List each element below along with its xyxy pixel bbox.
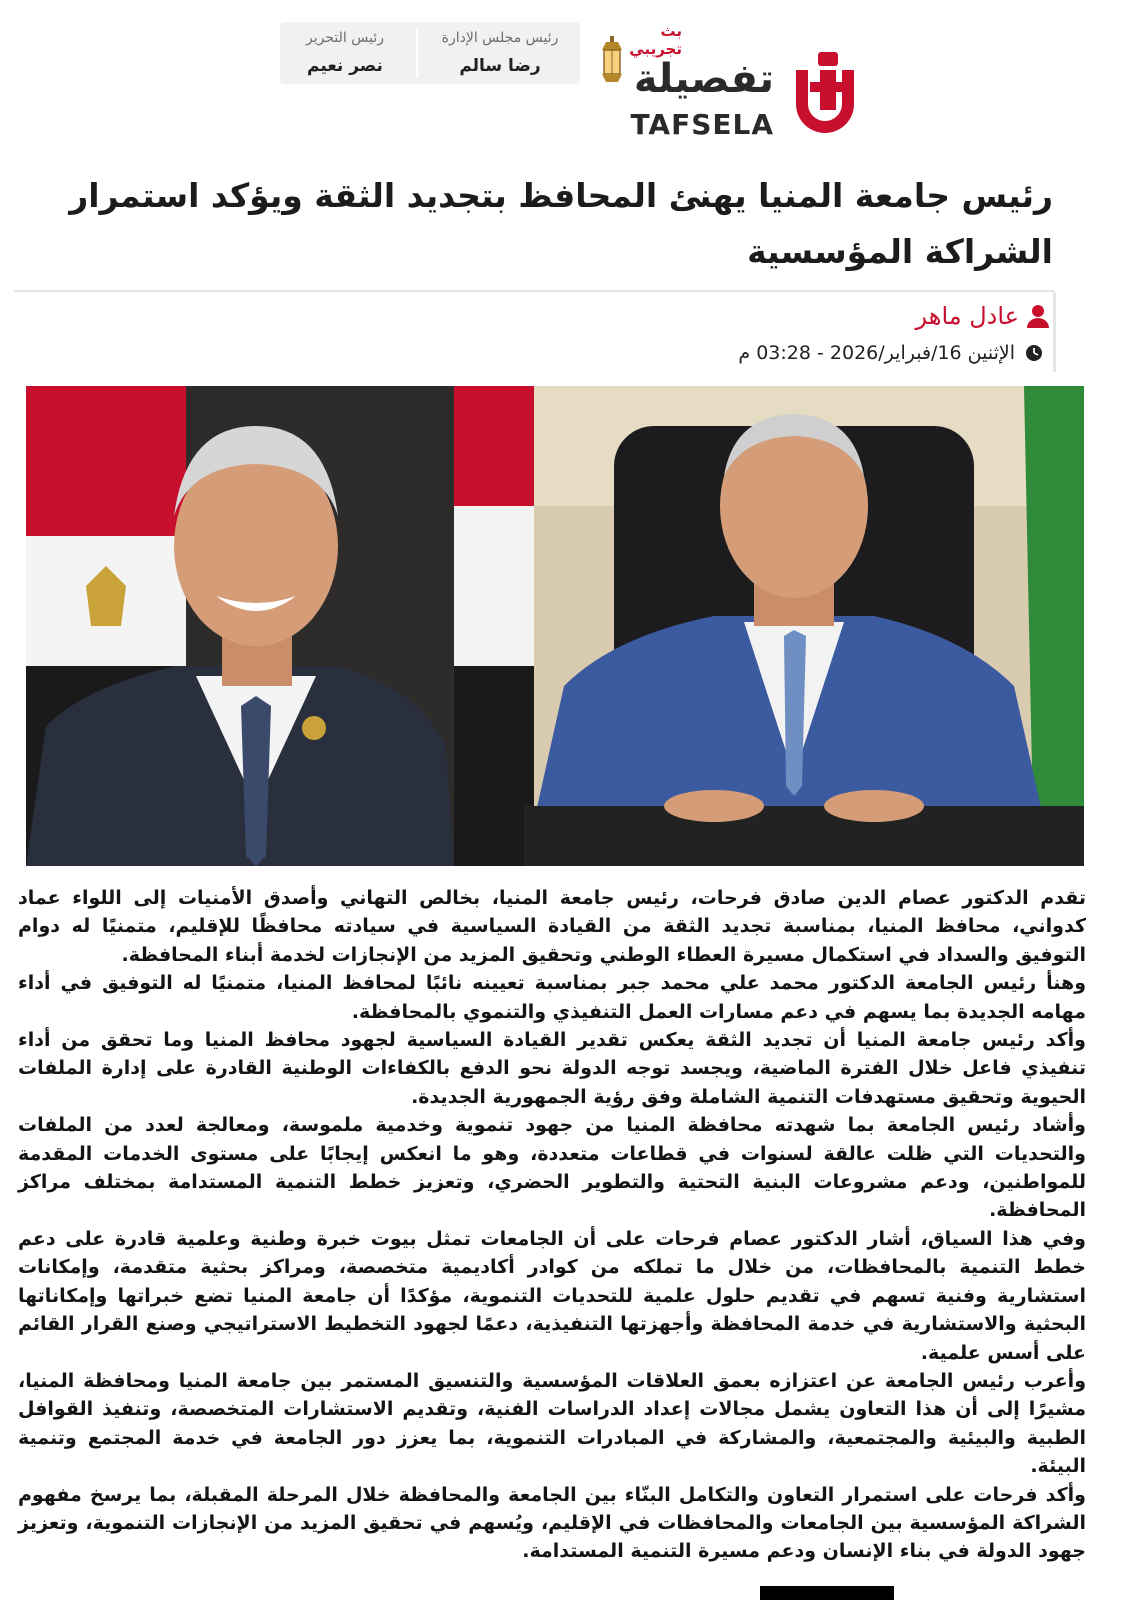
author-row[interactable]: [916, 302, 1049, 330]
site-logo[interactable]: [630, 22, 860, 140]
title-divider: [14, 290, 1054, 292]
site-header: [280, 16, 890, 140]
article-paragraph: وهنأ رئيس الجامعة الدكتور محمد علي محمد جبر بمناسبة تعيينه نائبًا لمحافظ المنيا، متمنيًا له التوفيق في أداء مهامه الجديدة بما يسهم في دعم مسارات العمل التنفيذي والتنموي بالمحافظة.: [18, 972, 1086, 1023]
logo-english: TAFSELA: [630, 108, 774, 141]
staff-chairman: [430, 30, 570, 76]
staff-editor: [290, 30, 400, 76]
staff-box: [280, 22, 580, 84]
meta-side-bar: [1053, 292, 1056, 372]
article-paragraph: وأعرب رئيس الجامعة عن اعتزازه بعمق العلاقات المؤسسية والتنسيق المستمر بين جامعة المنيا ومحافظة المنيا، مشيرًا إلى أن هذا التعاون يشمل مجالات إعداد الدراسات الفنية، وتقديم الاستشارات المتخصصة، وتنفيذ القوافل الطبية والبيئية والمجتمعية، والمشاركة في المبادرات التنموية، بما يعزز دور الجامعة في خدمة المجتمع وتنمية البيئة.: [18, 1369, 1086, 1478]
tafsela-logo-icon: [790, 52, 860, 134]
clock-icon: [1025, 344, 1043, 362]
date-row: [738, 342, 1043, 364]
staff-role: رئيس مجلس الإدارة: [441, 30, 559, 46]
logo-arabic: تفصيلة: [633, 56, 774, 102]
article-paragraph: وأكد فرحات على استمرار التعاون والتكامل البنّاء بين الجامعة والمحافظة خلال المرحلة المقبلة، بما يرسخ مفهوم الشراكة المؤسسية بين الجامعات والمحافظات في الإقليم، ويُسهم في تحقيق المزيد من الإنجازات التنموية، وتعزيز جهود الدولة في بناء الإنسان ودعم مسيرة التنمية المستدامة.: [18, 1483, 1086, 1563]
article-paragraph: وفي هذا السياق، أشار الدكتور عصام فرحات على أن الجامعات تمثل بيوت خبرة وطنية وعلمية قادرة على دعم خطط التنمية بالمحافظات، من خلال ما تملكه من كوادر أكاديمية متخصصة، ومراكز بحثية متقدمة، وإمكانات استشارية وفنية تسهم في تقديم حلول علمية للتحديات التنموية، مؤكدًا أن جامعة المنيا تضع خبراتها وإمكاناتها البحثية والاستشارية في خدمة المحافظة وأجهزتها التنفيذية، دعمًا لجهود التخطيط الاستراتيجي وصنع القرار القائم على أسس علمية.: [18, 1227, 1086, 1364]
article-photos: [26, 386, 1084, 866]
photo-university-president: [26, 386, 454, 866]
publish-date: الإثنين 16/فبراير/2026 - 03:28 م: [738, 342, 1015, 364]
article-paragraph: تقدم الدكتور عصام الدين صادق فرحات، رئيس جامعة المنيا، بخالص التهاني وأصدق الأمنيات إلى اللواء عماد كدواني، محافظ المنيا، بمناسبة تجديد الثقة من القيادة السياسية في سيادته محافظًا للإقليم، متمنيًا له دوام التوفيق والسداد في استكمال مسيرة العطاء الوطني وتحقيق المزيد من الإنجازات لخدمة أبناء المحافظة.: [18, 887, 1086, 966]
staff-role: رئيس التحرير: [306, 30, 384, 46]
user-icon: [1027, 304, 1049, 328]
article-paragraph: وأشاد رئيس الجامعة بما شهدته محافظة المنيا من جهود تنموية وخدمية ملموسة، ومعالجة لعدد من الملفات والتحديات التي ظلت عالقة لسنوات في قطاعات متعددة، وهو ما انعكس إيجابًا على مستوى الخدمات المقدمة للمواطنين، ودعم مشروعات البنية التحتية والتطوير الحضري، وتعزيز خطط التنمية المستدامة بمختلف مراكز المحافظة.: [18, 1114, 1086, 1222]
staff-separator: [416, 28, 418, 78]
bottom-bar: [760, 1586, 894, 1600]
ramadan-lantern-icon: [586, 30, 632, 90]
staff-name: نصر نعيم: [307, 56, 383, 76]
author-name[interactable]: عادل ماهر: [915, 302, 1019, 330]
article-body: [18, 884, 1086, 1566]
article-paragraph: وأكد رئيس جامعة المنيا أن تجديد الثقة يعكس تقدير القيادة السياسية لجهود محافظ المنيا وما تحقق من أداء تنفيذي فاعل خلال الفترة الماضية، ويجسد توجه الدولة نحو الدفع بالكفاءات الوطنية القادرة على إدارة الملفات الحيوية وتحقيق مستهدفات التنمية الشاملة وفق رؤية الجمهورية الجديدة.: [18, 1029, 1086, 1108]
staff-name: رضا سالم: [459, 56, 541, 76]
photo-governor-deputy: [454, 386, 1084, 866]
beta-label: بث تجريبي: [629, 22, 682, 58]
article-title: رئيس جامعة المنيا يهنئ المحافظ بتجديد الثقة ويؤكد استمرار الشراكة المؤسسية: [69, 176, 1053, 271]
